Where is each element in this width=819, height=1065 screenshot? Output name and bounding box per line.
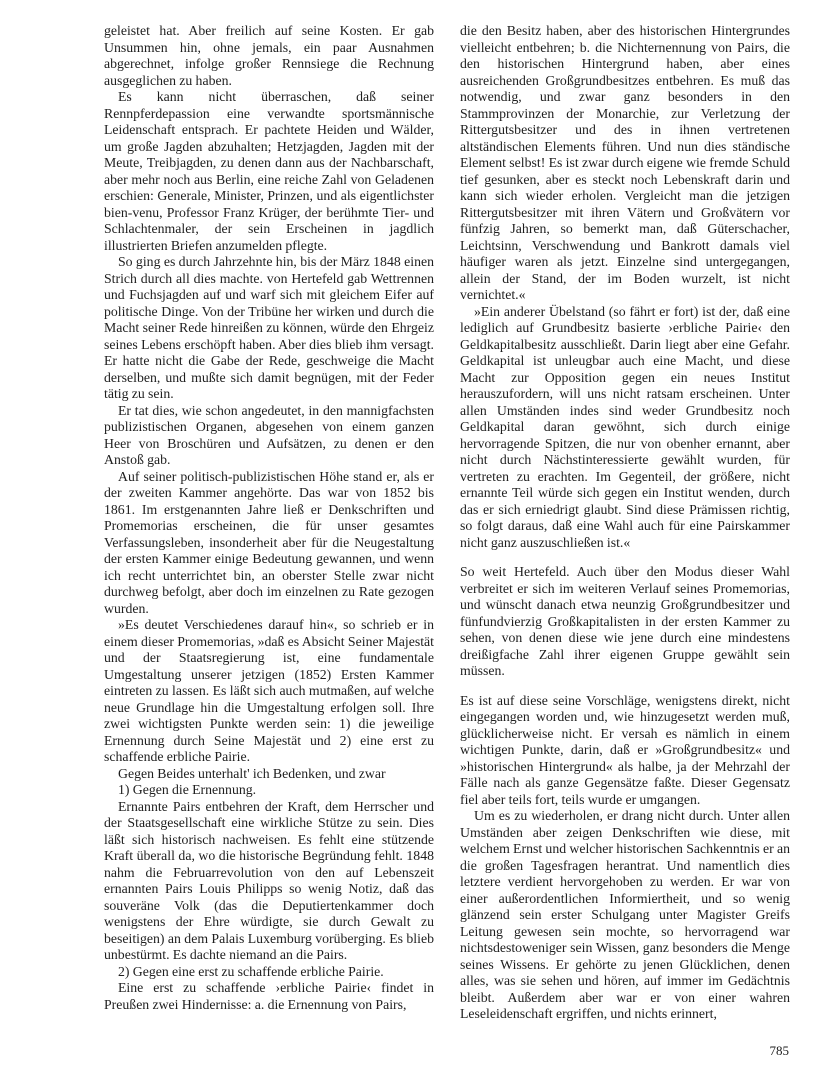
text-columns xyxy=(104,23,791,1023)
paragraph: Er tat dies, wie schon angedeutet, in den mannigfachsten publizistischen Organen, abgesehen von einem ganzen Heer von Broschüren und Aufsätzen, zu denen er den Anstoß gab. xyxy=(104,402,434,467)
paragraph: »Ein anderer Übelstand (so fährt er fort) ist der, daß eine lediglich auf Grundbesitz basierte ›erbliche Pairie‹ den Geldkapitalbesitz ausschließt. Darin liegt aber eine Gefahr. Geldkapital ist unleugbar auch eine Macht, und diese Macht zur Opposition gegen ein neues Institut herauszufordern, will uns nicht ratsam erscheinen. Unter allen Umständen indes sind weder Grundbesitz noch Geldkapital daran gewöhnt, sich durch einige hervorragende Spitzen, die nur von obenher ernannt, aber nicht durch Nächstinteressierte gewählt wurden, für vertreten zu erachten. Im Gegenteil, der größere, nicht ernannte Teil würde sich gegen ein Institut wenden, durch das er sich erniedrigt glaubt. Sind diese Prämissen richtig, so folgt daraus, daß eine Wahl auch für eine Pairskammer nicht ganz auszuschließen ist.« xyxy=(460,303,790,550)
column-right xyxy=(460,23,790,1023)
paragraph: Auf seiner politisch-publizistischen Höhe stand er, als er der zweiten Kammer angehörte. Das war von 1852 bis 1861. Im erstgenannten Jahre ließ er Denkschriften und Promemorias erscheinen, die für unser gesamtes Verfassungsleben, insonderheit aber für die Neugestaltung der ersten Kammer einige Bedeutung gewannen, und wenn ich recht unterrichtet bin, an oberster Stelle zwar nicht durchweg befolgt, aber doch im einzelnen zu Rate gezogen wurden. xyxy=(104,468,434,616)
paragraph: 2) Gegen eine erst zu schaffende erbliche Pairie. xyxy=(118,963,384,979)
paragraph: die den Besitz haben, aber des historischen Hintergrundes vielleicht entbehren; b. die Nichternennung von Pairs, die den historischen Hintergrund haben, aber eines ausreichenden Großgrundbesitzes entbehren. Es muß das notwendig, und zwar ganz besonders in den Stammprovinzen der Monarchie, zur Verletzung der Rittergutsbesitzer und des in ihnen vertretenen altständischen Elements führen. Und nun dies ständische Element selbst! Es ist zwar durch eigene wie fremde Schuld tief gesunken, aber es steckt noch Lebenskraft darin und kann sich wieder erholen. Vergleicht man die jetzigen Rittergutsbesitzer mit ihren Vätern und Großvätern vor fünfzig Jahren, so bemerkt man, daß Güterschacher, Leichtsinn, Verschwendung und Bankrott damals viel häufiger waren als jetzt. Einzelne sind untergegangen, allein der Stand, der im Boden wurzelt, ist nicht vernichtet.« xyxy=(460,23,790,302)
paragraph: geleistet hat. Aber freilich auf seine Kosten. Er gab Unsummen hin, ohne jemals, ein paar Ausnahmen abgerechnet, infolge großer Rennsiege die Rechnung ausgeglichen zu haben. xyxy=(104,23,434,88)
paragraph: So ging es durch Jahrzehnte hin, bis der März 1848 einen Strich durch all dies machte. von Hertefeld gab Wettrennen und Fuchsjagden auf und warf sich mit gleichem Eifer auf politische Dinge. Von der Tribüne her wirken und durch die Macht seiner Rede hinreißen zu können, würde den Ehrgeiz seines Lebens erschöpft haben. Aber dies blieb ihm versagt. Er hatte nicht die Gabe der Rede, geschweige die Macht derselben, und mußte sich damit begnügen, mit der Feder tätig zu sein. xyxy=(104,254,434,401)
paragraph: Um es zu wiederholen, er drang nicht durch. Unter allen Umständen aber zeigen Denkschriften wie diese, mit welchem Ernst und welcher historischen Sachkenntnis er an die großen Tagesfragen herantrat. Und namentlich dies letztere verdient hervorgehoben zu werden. Er war von einer außerordentlichen Informiertheit, und so wenig glänzend sein erster Schulgang unter Magister Greifs Leitung gewesen sein mochte, so hervorragend war nichtsdestoweniger sein Wissen, ganz besonders die Menge seines Wissens. Er gehörte zu jenen Glücklichen, denen alles, was sie sehen und hören, auf immer im Gedächtnis bleibt. Außerdem aber war er von einer wahren Leseleidenschaft ergriffen, und nichts erinnert, xyxy=(460,808,791,1021)
paragraph: 1) Gegen die Ernennung. xyxy=(118,782,257,797)
paragraph: Es kann nicht überraschen, daß seiner Rennpferdepassion eine verwandte sportsmännische Leidenschaft entsprach. Er pachtete Heiden und Wälder, um große Jagden abzuhalten; Hetzjagden, Jagden mit der Meute, Treibjagden, zu denen dann aus der Nachbarschaft, aber mehr noch aus Berlin, eine reiche Zahl von Geladenen erschien: Generale, Minister, Prinzen, und als eigentlichster bien-venu, Professor Franz Krüger, der berühmte Tier- und Schlachtenmaler, der sein Erscheinen in jagdlich illustrierten Briefen anzumelden pflegte. xyxy=(104,89,434,253)
column-left xyxy=(104,23,434,1023)
paragraph: So weit Hertefeld. Auch über den Modus dieser Wahl verbreitet er sich im weiteren Verlauf seines Promemorias, und wünscht danach etwa neunzig Großgrundbesitzer und fünfundvierzig Großkapitalisten in der ersten Kammer zu sehen, von denen diese wie jene durch eine mindestens dreißigfache Zahl ihrer eigenen Gruppe gewählt sein müssen. xyxy=(460,564,790,678)
paragraph: »Es deutet Verschiedenes darauf hin«, so schrieb er in einem dieser Promemorias, »daß es Absicht Seiner Majestät und der Staatsregierung ist, eine fundamentale Umgestaltung unserer jetzigen (1852) Ersten Kammer eintreten zu lassen. Es läßt sich auch mutmaßen, auf welche neue Grundlage hin die Umgestaltung erfolgen soll. Ihre zwei wichtigsten Punkte werden sein: 1) die jeweilige Ernennung durch Seine Majestät und 2) eine erst zu schaffende erbliche Pairie. xyxy=(104,617,434,764)
paragraph: Eine erst zu schaffende ›erbliche Pairie‹ findet in Preußen zwei Hindernisse: a. die Ernennung von Pairs, xyxy=(104,980,434,1012)
paragraph: Es ist auf diese seine Vorschläge, wenigstens direkt, nicht eingegangen worden und, wie hinzugesetzt werden muß, glücklicherweise nicht. Er versah es nämlich in einem wichtigen Punkte, darin, daß er »Großgrundbesitz« und »historischen Hintergrund« als halbe, ja der Mehrzahl der Fälle nach als ganze Gegensätze faßte. Dieser Gegensatz fiel aber teils fort, teils wurde er umgangen. xyxy=(460,692,790,807)
paragraph: Ernannte Pairs entbehren der Kraft, dem Herrscher und der Staatsgesellschaft eine wirkliche Stütze zu sein. Dies läßt sich historisch nachweisen. Es fehlt eine stützende Kraft überall da, wo die historische Begründung fehlt. 1848 nahm die Februarrevolution von den auf Lebenszeit ernannten Pairs Louis Philipps so wenig Notiz, daß das souveräne Volk (das die Deputiertenkammer doch wenigstens der Ehre würdigte, sie durch Gewalt zu beseitigen) an dem Palais Luxemburg vorüberging. Es blieb unbestürmt. Es dachte niemand an die Pairs. xyxy=(104,798,434,962)
paragraph: Gegen Beides unterhalt' ich Bedenken, und zwar xyxy=(118,765,386,781)
page-number: 785 xyxy=(769,1043,789,1058)
